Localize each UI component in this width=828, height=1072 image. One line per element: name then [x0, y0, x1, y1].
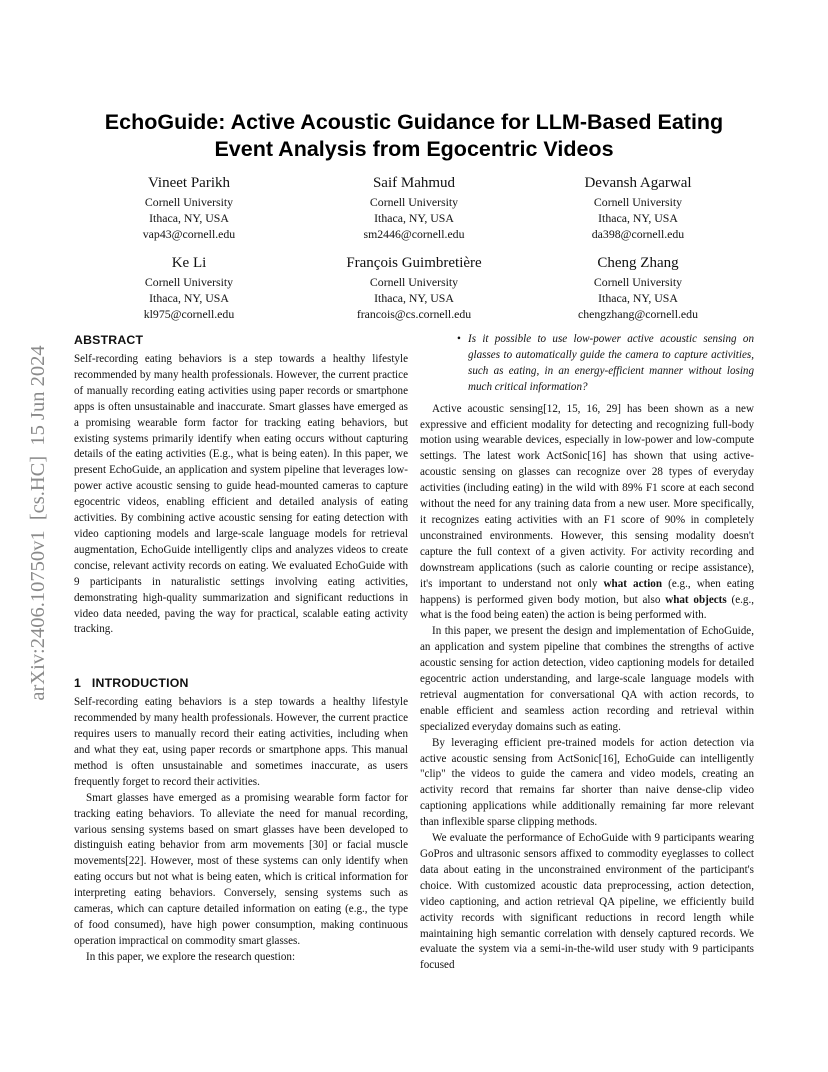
author-location: Ithaca, NY, USA	[149, 291, 229, 305]
author-email: chengzhang@cornell.edu	[578, 307, 698, 321]
bold-what-action: what action	[603, 577, 663, 590]
author-4	[74, 254, 304, 322]
research-question-text: Is it possible to use low-power active acoustic sensing on glasses to automatically guide the camera to capture activities, such as eating, in an energy-efficient manner without losing much critical information?	[468, 333, 754, 393]
title-line-1: EchoGuide: Active Acoustic Guidance for LLM-Based Eating	[104, 110, 724, 134]
author-location: Ithaca, NY, USA	[374, 211, 454, 225]
author-affiliation: Cornell University	[144, 275, 234, 289]
author-email: kl975@cornell.edu	[143, 307, 235, 321]
author-location: Ithaca, NY, USA	[598, 291, 678, 305]
author-1	[74, 174, 304, 242]
author-email: vap43@cornell.edu	[142, 227, 236, 241]
bullet-icon: •	[457, 333, 461, 345]
introduction-heading: 1 INTRODUCTION	[74, 676, 189, 691]
right-paragraph-3: By leveraging efficient pre-trained models for action detection via active acoustic sensing from ActSonic[16], EchoGuide can intelligently "clip" the videos to guide the camera and video models, creating an activity record that remains far shorter than naive dense-clip video captioning applications while additionally remaining far more relevant than inflexible sparse clipping methods.	[420, 736, 754, 829]
author-6	[523, 254, 753, 322]
intro-paragraph-3: In this paper, we explore the research question:	[86, 950, 296, 963]
author-name: Saif Mahmud	[372, 175, 456, 191]
bold-what-objects: what objects	[665, 593, 727, 606]
left-column	[74, 332, 408, 966]
author-affiliation: Cornell University	[593, 275, 683, 289]
author-name: Vineet Parikh	[148, 175, 230, 191]
author-5	[299, 254, 529, 322]
research-question-bullet	[420, 332, 754, 396]
arxiv-stamp	[16, 288, 56, 758]
author-affiliation: Cornell University	[144, 195, 234, 209]
paper-title	[80, 109, 748, 163]
right-paragraph-2: In this paper, we present the design and implementation of EchoGuide, an application and system pipeline that combines the strengths of active acoustic sensing for action detection, video captioning models for detailed egocentric action understanding, and large-scale language models with retrieval augmentation for conversational QA with action records, to enable efficient and seamless action recording and retrieval within specialized everyday domains such as eating.	[420, 625, 754, 733]
author-affiliation: Cornell University	[593, 195, 683, 209]
author-email: da398@cornell.edu	[591, 227, 685, 241]
author-name: Devansh Agarwal	[584, 175, 692, 191]
right-paragraph-4: We evaluate the performance of EchoGuide with 9 participants wearing GoPros and ultrasonic sensors affixed to commodity eyeglasses to collect data about eating in the unconstrained environment of the participant's choice. With customized acoustic data preprocessing, action detection, video captioning, and action retrieval QA pipeline, we efficiently build activity records with significant reductions in record length while maintaining high semantic correlation with densely captured records. We evaluate the system via a semi-in-the-wild user study with 9 participants focused	[420, 832, 754, 972]
intro-paragraph-1: Self-recording eating behaviors is a step towards a healthy lifestyle recommended by many health professionals. However, the current practice requires users to manually record their eating activities, including when and what they eat, using paper records or smartphone apps. This manual method is often unsustainable and sometimes inaccurate, as users frequently forget to record their activities.	[74, 696, 408, 788]
author-affiliation: Cornell University	[369, 195, 459, 209]
intro-paragraph-2: Smart glasses have emerged as a promising wearable form factor for tracking eating behaviors. To alleviate the need for manual recording, various sensing systems based on smart glasses have been developed to distinguish eating behavior from arm movements [30] or facial muscle movements[22]. However, most of these systems can only identify when eating occurs but not what is being eaten, which is critical information for interpreting eating behaviors. Conversely, sensing systems such as cameras, which can capture detailed information on eating (e.g., the type of food consumed), have high power consumption, making continuous operation impractical on commodity smart glasses.	[74, 791, 408, 947]
author-location: Ithaca, NY, USA	[374, 291, 454, 305]
abstract-heading: ABSTRACT	[74, 333, 144, 347]
author-name: Cheng Zhang	[597, 255, 679, 271]
author-affiliation: Cornell University	[369, 275, 459, 289]
abstract-text: Self-recording eating behaviors is a step towards a healthy lifestyle recommended by many health professionals. However, the current practice of manually recording eating activities using paper records or smartphone apps is often unsustainable and inaccurate. Smart glasses have emerged as a promising wearable form factor for tracking eating behaviors, but existing systems primarily identify when eating occurs without capturing details of the eating activities (E.g., what is being eaten). In this paper, we present EchoGuide, an application and system pipeline that leverages low-power active acoustic sensing to guide head-mounted cameras to capture egocentric videos, enabling efficient and detailed analysis of eating activities. By combining active acoustic sensing for eating detection with video captioning models and large-scale language models for retrieval augmentation, EchoGuide intelligently clips and analyzes videos to create concise, relevant activity records on eating. We evaluated EchoGuide with 9 participants in naturalistic settings involving eating activities, demonstrating high-quality summarization and significant reductions in video data needed, paving the way for practical, scalable eating activity tracking.	[74, 353, 408, 636]
right-column	[420, 332, 754, 974]
title-line-2: Event Analysis from Egocentric Videos	[214, 137, 614, 161]
author-3	[523, 174, 753, 242]
author-location: Ithaca, NY, USA	[598, 211, 678, 225]
author-name: François Guimbretière	[346, 255, 482, 271]
right-paragraph-1: Active acoustic sensing[12, 15, 16, 29] has been shown as a new expressive and efficient modality for detecting and recognizing full-body motion using wearable devices, especially in low-power and low-compute settings. The latest work ActSonic[16] has shown that using active-acoustic sensing on glasses can recognize over 28 types of everyday activities (including eating) in the wild with 89% F1 score at each second without the need for any training data from a new user. More specifically, it recognizes eating activities with an F1 score of 90% in completely unconstrained environments. However, this sensing modality doesn't capture the full context of a given activity. For activity recording and downstream applications (such as calorie counting or recipe assistance), it's important to understand not only what action (e.g., when eating happens) is performed given body motion, but also what objects (e.g., what is the food being eaten) the action is being performed with.	[420, 402, 755, 622]
author-2	[299, 174, 529, 242]
author-email: sm2446@cornell.edu	[363, 227, 465, 241]
author-location: Ithaca, NY, USA	[149, 211, 229, 225]
author-email: francois@cs.cornell.edu	[356, 307, 472, 321]
arxiv-id-text: arXiv:2406.10750v1 [cs.HC] 15 Jun 2024	[27, 345, 49, 701]
arxiv-identifier	[16, 288, 56, 758]
author-name: Ke Li	[171, 255, 207, 271]
